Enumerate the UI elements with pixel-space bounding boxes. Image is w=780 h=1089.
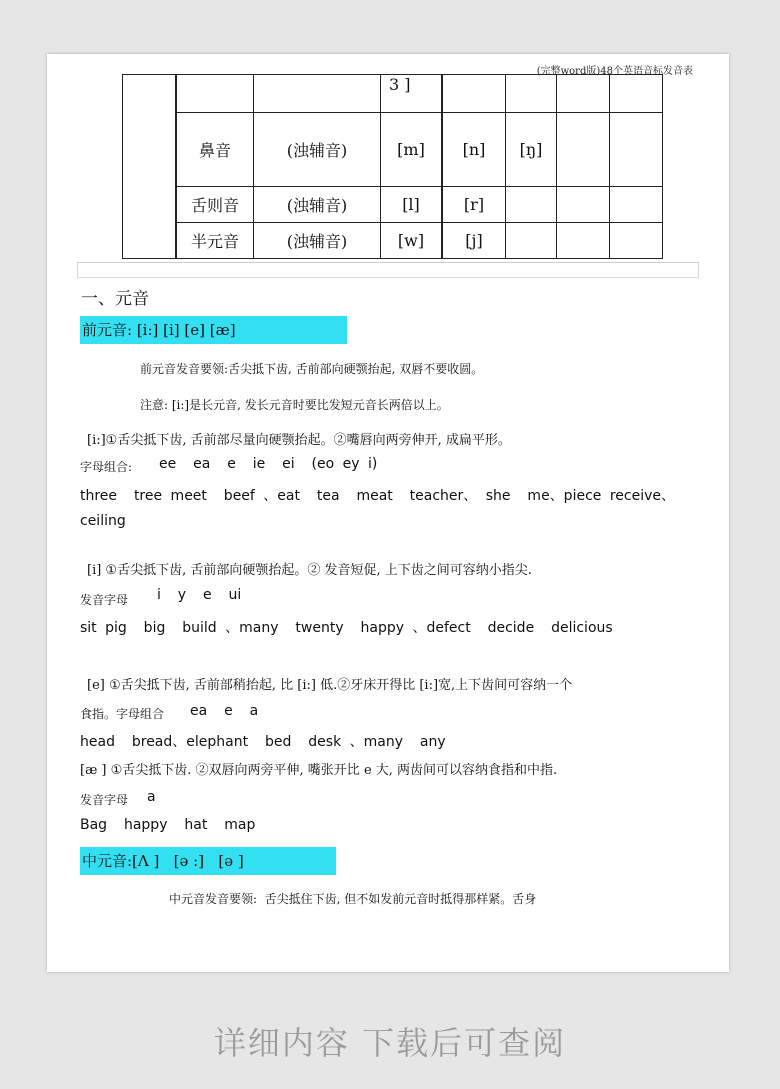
e-letters: ea e a <box>190 703 259 719</box>
table-cell <box>557 113 610 187</box>
i-short-words: sit pig big build 、many twenty happy 、defect decide delicious <box>80 620 613 636</box>
table-row <box>123 113 663 187</box>
table-cell <box>506 223 557 259</box>
i-long-letters: ee ea e ie ei (eo ey i) <box>159 456 378 472</box>
ae-desc: [æ ] ①舌尖抵下齿. ②双唇向两旁平伸, 嘴张开比 e 大, 两齿间可以容纳食指和中指. <box>80 763 558 778</box>
consonant-table <box>122 74 663 259</box>
ae-words: Bag happy hat map <box>80 817 256 833</box>
table-cell: [l] <box>381 187 443 223</box>
i-short-letters: i y e ui <box>157 587 242 603</box>
table-row <box>123 187 663 223</box>
i-short-letters-label: 发音字母 <box>80 593 129 607</box>
table-cell: (浊辅音) <box>254 223 381 259</box>
i-long-words: three tree meet beef 、eat tea meat teacher、 she me、piece receive、 <box>80 488 675 504</box>
front-note: 注意: [i:]是长元音, 发长元音时要比发短元音长两倍以上。 <box>140 398 449 412</box>
i-long-words-cont: ceiling <box>80 513 126 529</box>
table-cell <box>442 75 506 113</box>
section-title: 一、元音 <box>81 289 149 309</box>
table-cell <box>610 75 663 113</box>
ae-letters: a <box>147 789 156 805</box>
i-long-letters-label: 字母组合: <box>80 460 133 474</box>
e-desc: [e] ①舌尖抵下齿, 舌前部稍抬起, 比 [i:] 低.②牙床开得比 [i:]宽,上下齿间可容纳一个 <box>87 678 573 693</box>
table-cell: 半元音 <box>176 223 254 259</box>
ae-letters-label: 发音字母 <box>80 793 129 807</box>
table-cell: [r] <box>442 187 506 223</box>
table-cell: [w] <box>381 223 443 259</box>
table-row <box>123 223 663 259</box>
document-page <box>47 54 729 972</box>
e-words: head bread、elephant bed desk 、many any <box>80 734 446 750</box>
central-key-points: 中元音发音要领: 舌尖抵住下齿, 但不如发前元音时抵得那样紧。舌身 <box>169 892 537 906</box>
table-cell <box>557 75 610 113</box>
e-desc-cont: 食指。字母组合 <box>80 707 165 721</box>
table-cell <box>123 75 177 259</box>
table-cell: (浊辅音) <box>254 113 381 187</box>
table-cell <box>506 75 557 113</box>
table-cell <box>610 113 663 187</box>
table-cell: [n] <box>442 113 506 187</box>
table-row <box>123 75 663 113</box>
table-cell <box>610 223 663 259</box>
i-long-desc: [i:]①舌尖抵下齿, 舌前部尽量向硬颚抬起。②嘴唇向两旁伸开, 成扁平形。 <box>87 433 511 448</box>
table-cell: 3 ] <box>381 75 443 113</box>
table-cell <box>557 223 610 259</box>
table-cell <box>506 187 557 223</box>
table-cell: [m] <box>381 113 443 187</box>
table-cell: 舌则音 <box>176 187 254 223</box>
table-cell <box>610 187 663 223</box>
i-short-desc: [i] ①舌尖抵下齿, 舌前部向硬颚抬起。② 发音短促, 上下齿之间可容纳小指尖. <box>87 563 532 578</box>
front-key-points: 前元音发音要领:舌尖抵下齿, 舌前部向硬颚抬起, 双唇不要收圆。 <box>140 362 484 376</box>
table-cell: [j] <box>442 223 506 259</box>
footer-banner: 详细内容 下载后可查阅 <box>213 1024 567 1062</box>
table-cell: [ŋ] <box>506 113 557 187</box>
table-cell <box>254 75 381 113</box>
front-vowels-heading: 前元音: [i:] [i] [e] [æ] <box>80 316 347 344</box>
table-cell: (浊辅音) <box>254 187 381 223</box>
table-cell <box>176 75 254 113</box>
divider-box <box>77 262 699 278</box>
table-cell: 鼻音 <box>176 113 254 187</box>
table-cell <box>557 187 610 223</box>
central-vowels-heading: 中元音:[Λ ] [ə :] [ə ] <box>80 847 336 875</box>
header-note: (完整word版)48个英语音标发音表 <box>536 66 693 77</box>
